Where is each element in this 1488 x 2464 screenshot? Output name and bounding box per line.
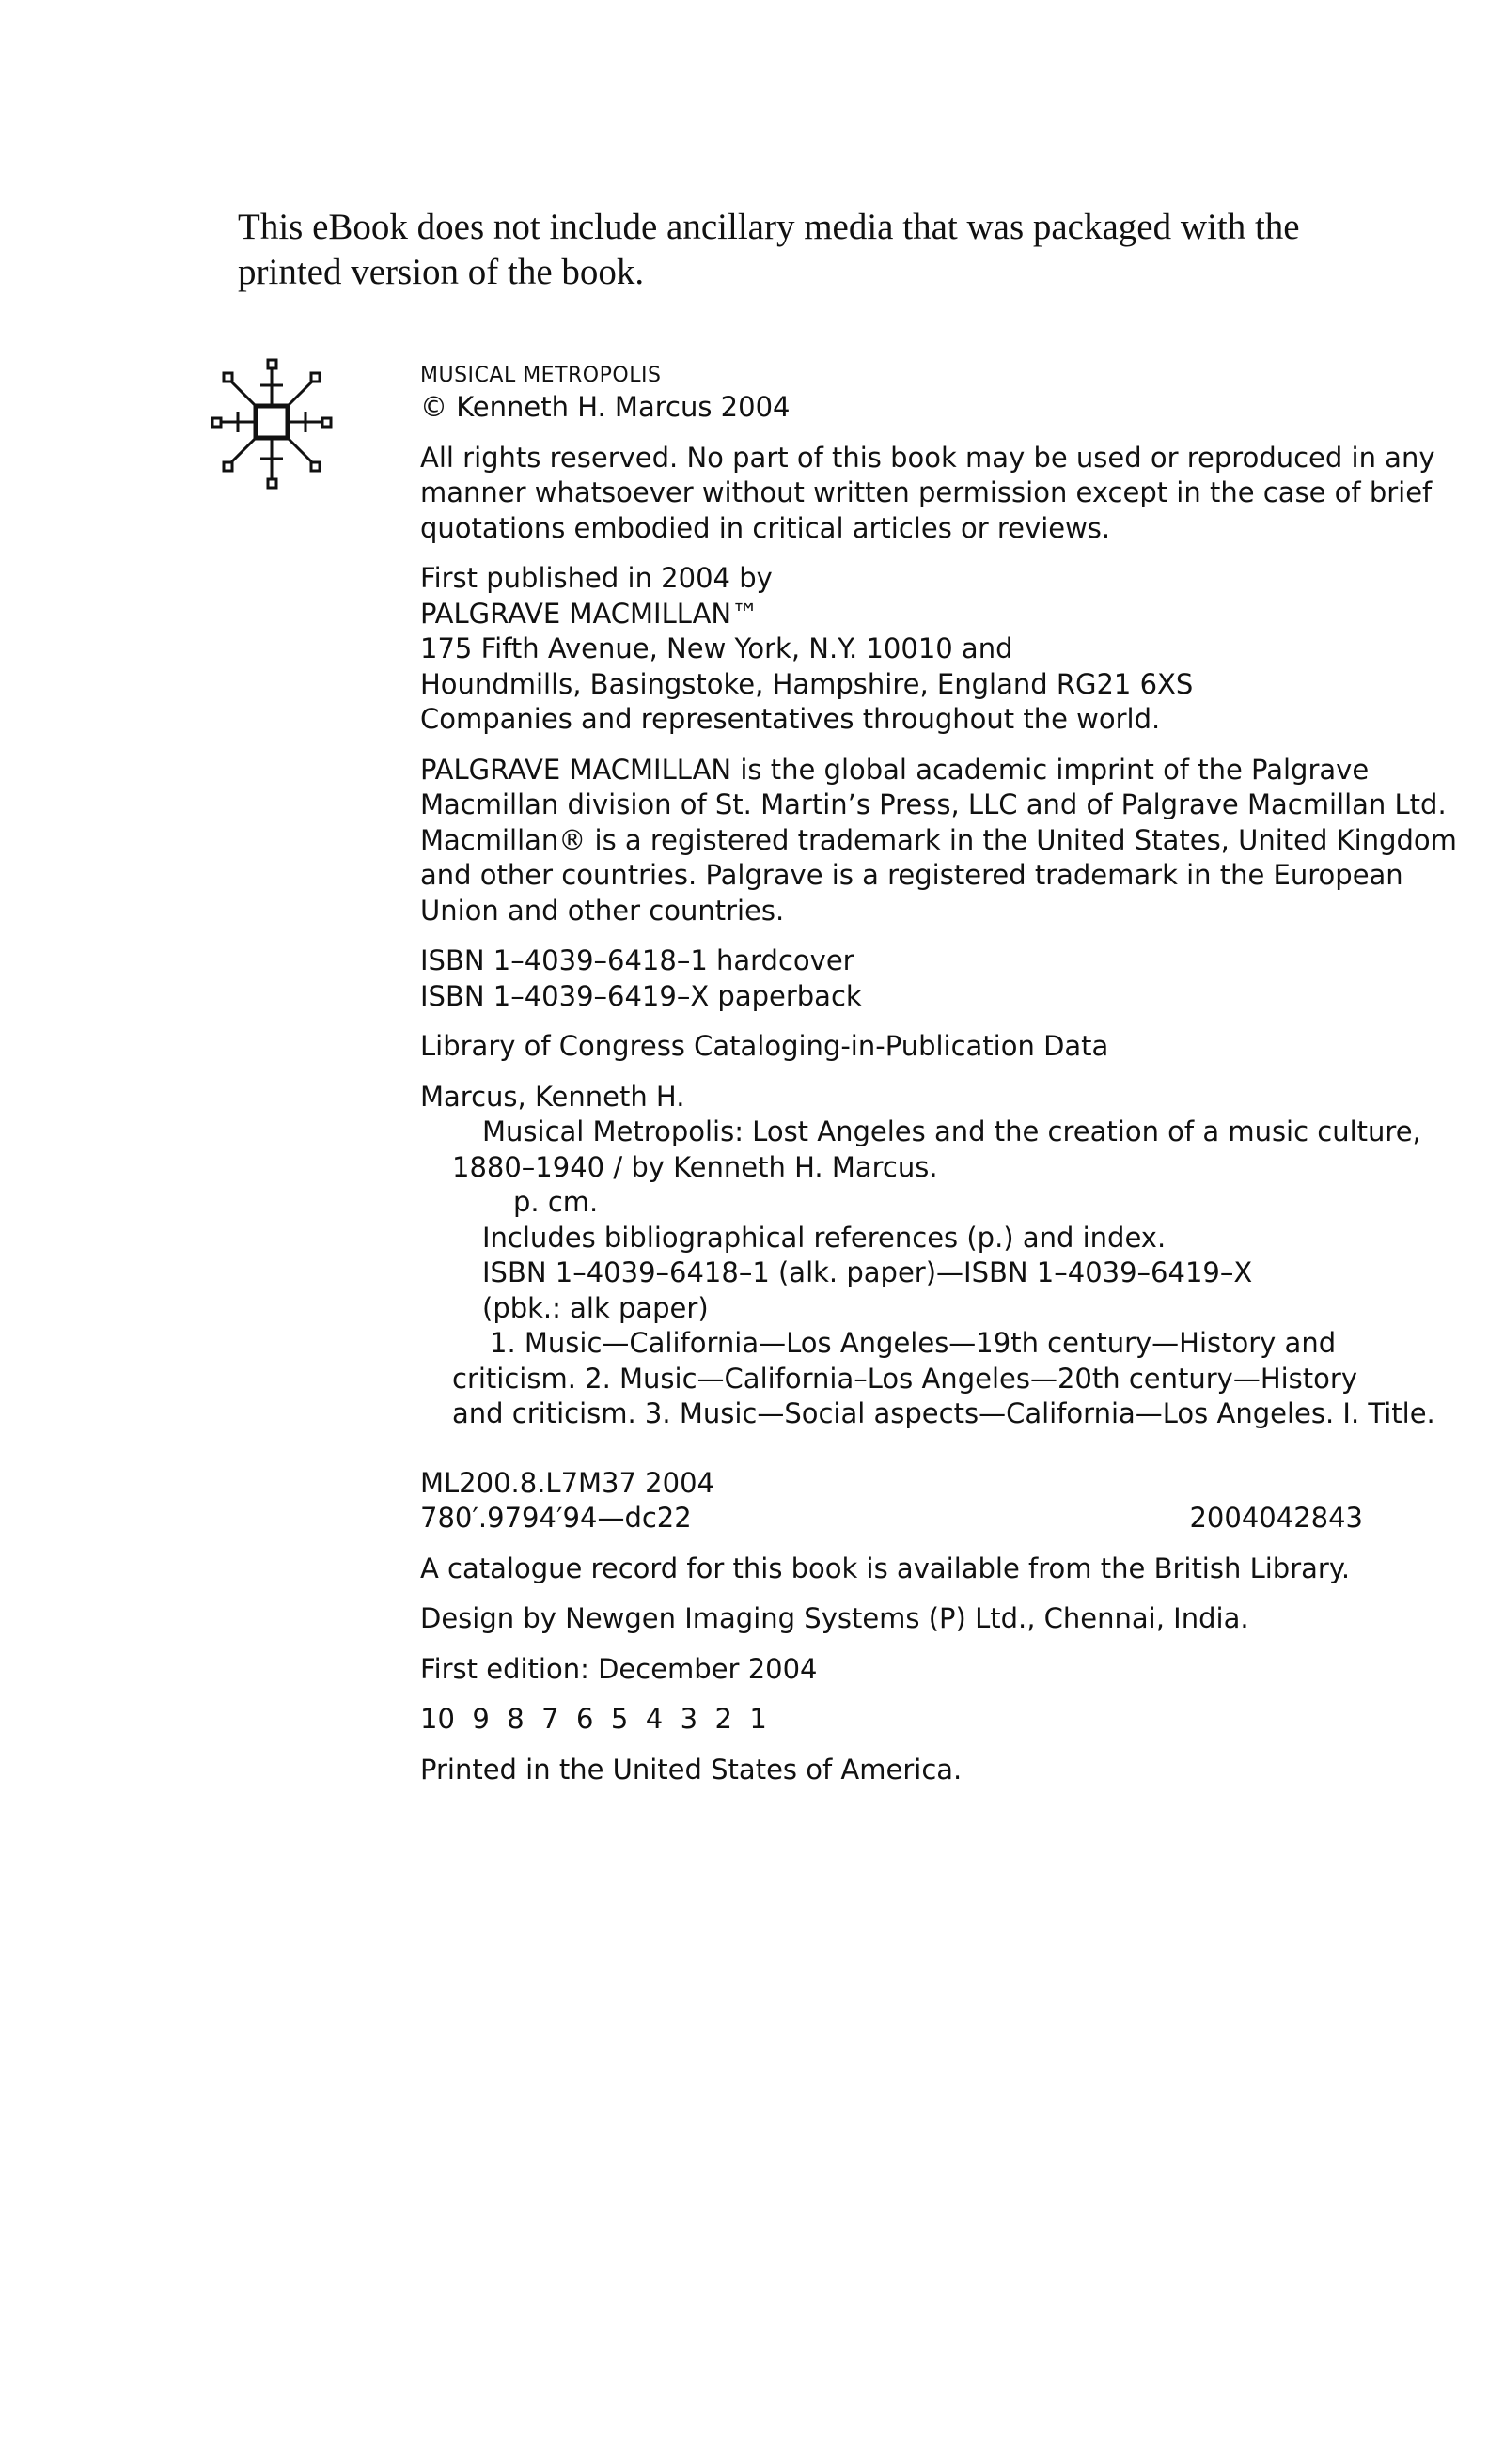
copyright-line: © Kenneth H. Marcus 2004 [420, 391, 791, 423]
cip-title: 1880–1940 / by Kenneth H. Marcus. [452, 1150, 938, 1183]
ebook-notice-line-2: printed version of the book. [238, 252, 645, 292]
publisher-line: 175 Fifth Avenue, New York, N.Y. 10010 and [420, 632, 1013, 664]
publisher-line: First published in 2004 by [420, 562, 773, 594]
printed-in: Printed in the United States of America. [420, 1753, 963, 1786]
isbn-paragraph [420, 943, 1379, 1014]
imprint-line: PALGRAVE MACMILLAN is the global academic imprint of the Palgrave [420, 753, 1370, 786]
rights-line: manner whatsoever without written permission except in the case of brief [420, 476, 1433, 508]
cip-includes: Includes bibliographical references (p.) and index. [482, 1221, 1167, 1254]
imprint-line: Macmillan division of St. Martin’s Press, LLC and of Palgrave Macmillan Ltd. [420, 788, 1447, 820]
lc-classification: ML200.8.L7M37 2004 [420, 1466, 714, 1499]
isbn-paperback: ISBN 1–4039–6419–X paperback [420, 979, 862, 1012]
isbn-hardcover: ISBN 1–4039–6418–1 hardcover [420, 944, 854, 976]
lccn-number: 2004042843 [1189, 1502, 1363, 1534]
cip-subjects: 1. Music—California—Los Angeles—19th century—History and [490, 1327, 1337, 1359]
rights-line: All rights reserved. No part of this book may be used or reproduced in any [420, 441, 1435, 474]
publisher-line: Houndmills, Basingstoke, Hampshire, England RG21 6XS [420, 667, 1194, 700]
imprint-paragraph [420, 753, 1457, 929]
rights-line: quotations embodied in critical articles or reviews. [420, 511, 1111, 544]
cip-subjects: criticism. 2. Music—California–Los Angeles—20th century—History [452, 1362, 1357, 1395]
cip-isbn: ISBN 1–4039–6418–1 (alk. paper)—ISBN 1–4039–6419–X [482, 1256, 1253, 1288]
cip-author: Marcus, Kenneth H. [420, 1080, 685, 1113]
cip-heading: Library of Congress Cataloging-in-Publication Data [420, 1030, 1109, 1062]
edition-note: First edition: December 2004 [420, 1652, 818, 1685]
copyright-page-text [420, 362, 1457, 1787]
book-title: MUSICAL METROPOLIS [420, 364, 662, 387]
ebook-notice-line-1: This eBook does not include ancillary media that was packaged with the [238, 207, 1300, 247]
palgrave-network-logo-icon [211, 357, 334, 493]
publisher-line: PALGRAVE MACMILLAN™ [420, 597, 760, 630]
cip-isbn: (pbk.: alk paper) [482, 1291, 709, 1324]
publisher-line: Companies and representatives throughout the world. [420, 703, 1161, 735]
publisher-paragraph [420, 561, 1379, 738]
cip-pcm: p. cm. [513, 1186, 599, 1218]
cip-subjects: and criticism. 3. Music—Social aspects—California—Los Angeles. I. Title. [452, 1397, 1435, 1429]
british-library-note: A catalogue record for this book is available from the British Library. [420, 1552, 1351, 1584]
imprint-line: and other countries. Palgrave is a registered trademark in the European [420, 859, 1403, 891]
dewey-number: 780′.9794′94—dc22 [420, 1502, 692, 1534]
dewey-row [420, 1501, 1363, 1536]
imprint-line: Union and other countries. [420, 894, 785, 927]
cip-record [420, 1080, 1435, 1432]
cip-title: Musical Metropolis: Lost Angeles and the creation of a music culture, [482, 1115, 1421, 1147]
imprint-line: Macmillan® is a registered trademark in the United States, United Kingdom [420, 823, 1457, 856]
rights-paragraph [420, 441, 1435, 547]
printing-line: 10 9 8 7 6 5 4 3 2 1 [420, 1703, 767, 1735]
design-credit: Design by Newgen Imaging Systems (P) Ltd., Chennai, India. [420, 1602, 1249, 1634]
ebook-notice [238, 205, 1413, 295]
